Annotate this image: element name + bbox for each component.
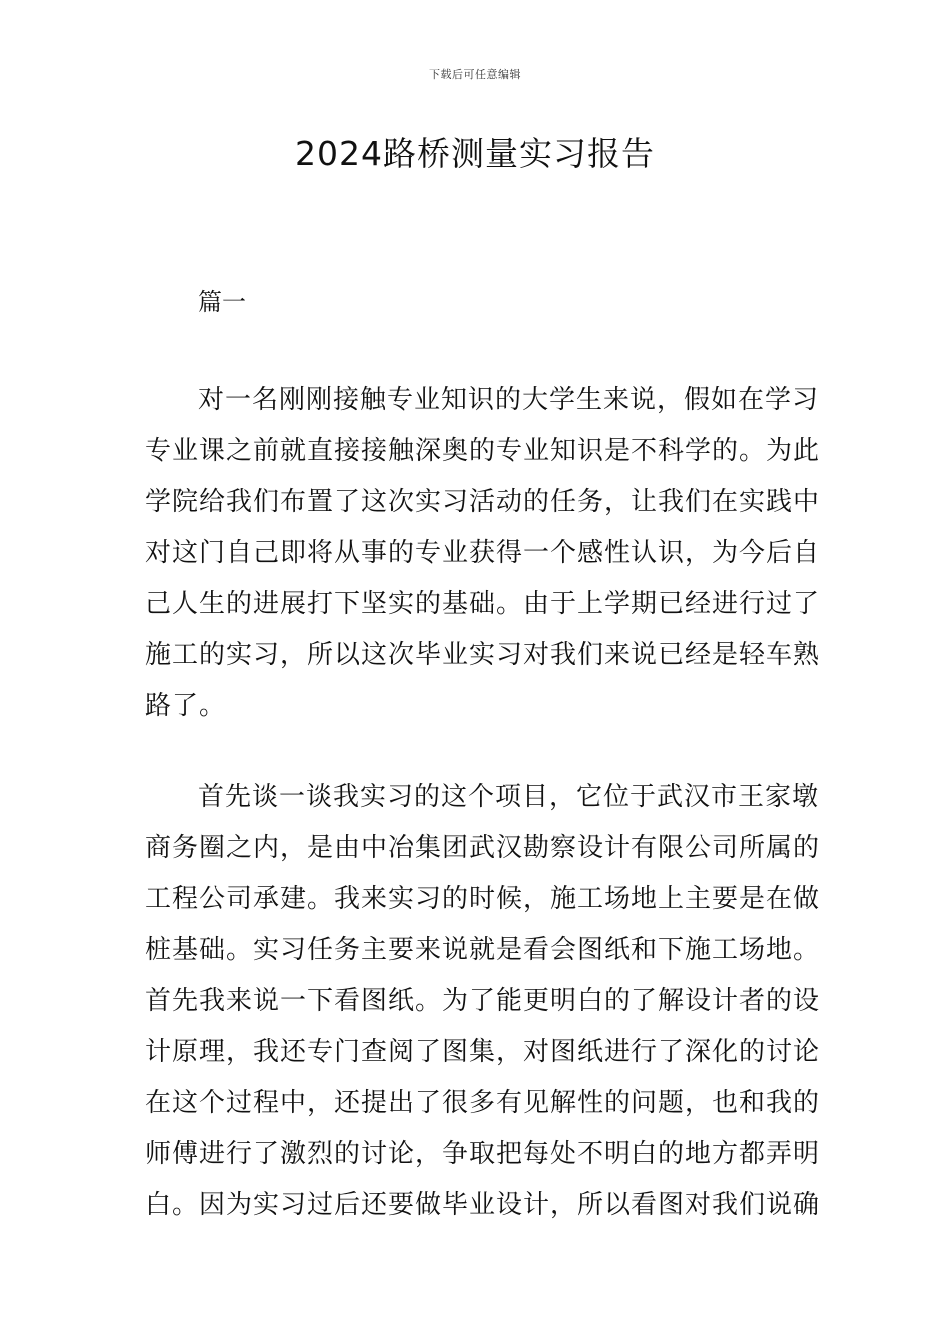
paragraph-line: 己人生的进展打下坚实的基础。由于上学期已经进行过了 — [145, 589, 821, 619]
paragraph-line: 专业课之前就直接接触深奥的专业知识是不科学的。为此 — [145, 436, 821, 466]
paragraph-line: 计原理，我还专门查阅了图集，对图纸进行了深化的讨论 — [145, 1037, 821, 1067]
paragraph-line: 白。因为实习过后还要做毕业设计，所以看图对我们说确 — [145, 1190, 821, 1220]
paragraph-line: 对一名刚刚接触专业知识的大学生来说，假如在学习 — [198, 385, 820, 415]
section-label: 篇一 — [198, 288, 246, 316]
paragraph-2 — [145, 772, 821, 1231]
paragraph-line: 首先我来说一下看图纸。为了能更明白的了解设计者的设 — [145, 986, 821, 1016]
page-title: 2024路桥测量实习报告 — [295, 134, 655, 173]
paragraph-line: 桩基础。实习任务主要来说就是看会图纸和下施工场地。 — [145, 935, 821, 965]
paragraph-line: 施工的实习，所以这次毕业实习对我们来说已经是轻车熟 — [145, 640, 821, 670]
paragraph-line: 师傅进行了激烈的讨论，争取把每处不明白的地方都弄明 — [145, 1139, 821, 1169]
paragraph-line: 对这门自己即将从事的专业获得一个感性认识，为今后自 — [145, 538, 821, 568]
paragraph-line: 在这个过程中，还提出了很多有见解性的问题，也和我的 — [145, 1088, 821, 1118]
paragraph-line: 学院给我们布置了这次实习活动的任务，让我们在实践中 — [145, 487, 821, 517]
paragraph-line: 路了。 — [145, 691, 227, 721]
paragraph-line: 商务圈之内，是由中冶集团武汉勘察设计有限公司所属的 — [145, 833, 821, 863]
paragraph-1 — [145, 375, 821, 732]
header-note: 下载后可任意编辑 — [429, 68, 521, 81]
paragraph-line: 工程公司承建。我来实习的时候，施工场地上主要是在做 — [145, 884, 821, 914]
paragraph-line: 首先谈一谈我实习的这个项目，它位于武汉市王家墩 — [198, 782, 820, 812]
